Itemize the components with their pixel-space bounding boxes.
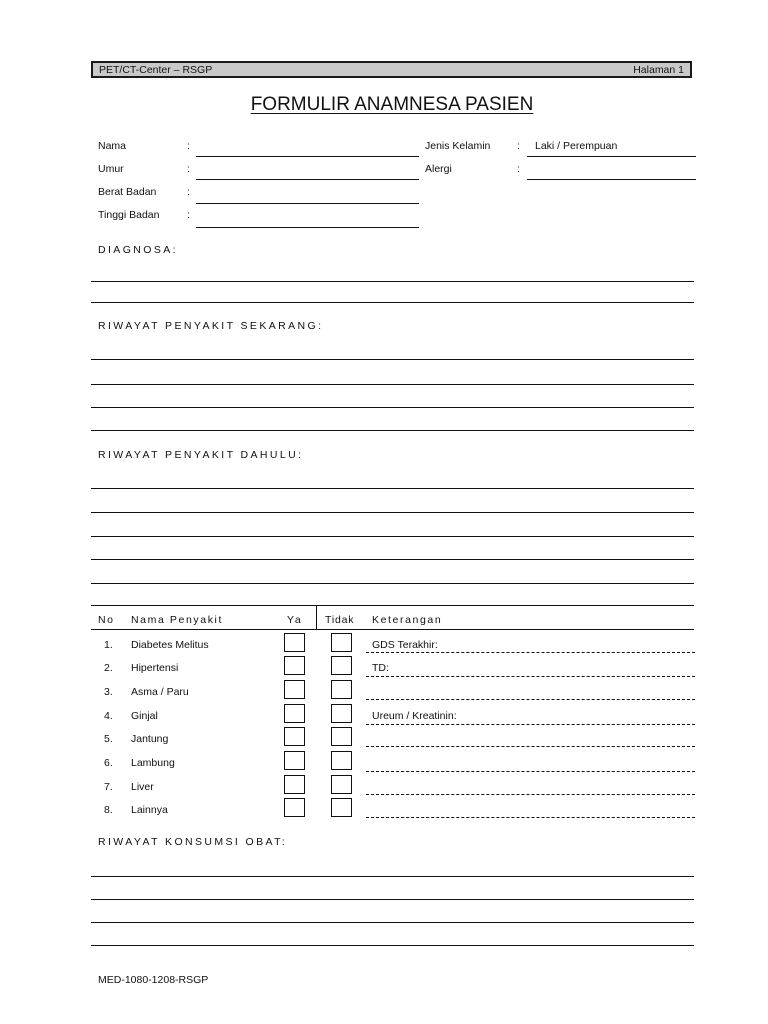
ya-checkbox[interactable]	[284, 633, 305, 652]
jenis-kelamin-colon: :	[517, 140, 520, 152]
disease-name: Jantung	[131, 733, 169, 745]
riwayat-dahulu-line[interactable]	[91, 559, 694, 560]
row-number: 4.	[104, 710, 113, 722]
diagnosa-heading: DIAGNOSA:	[98, 244, 178, 256]
header-page-number: Halaman 1	[633, 63, 684, 76]
column-header-no: No	[98, 614, 115, 626]
table-row	[0, 755, 768, 779]
keterangan-line[interactable]	[366, 746, 695, 747]
disease-name: Diabetes Melitus	[131, 639, 209, 651]
ya-checkbox[interactable]	[284, 727, 305, 746]
keterangan-line[interactable]	[366, 724, 695, 725]
alergi-field[interactable]	[527, 179, 696, 180]
nama-label: Nama	[98, 140, 127, 152]
gds-terakhir-label: GDS Terakhir:	[372, 639, 438, 651]
ya-checkbox[interactable]	[284, 656, 305, 675]
nama-colon: :	[187, 140, 190, 152]
disease-name: Lambung	[131, 757, 175, 769]
row-number: 5.	[104, 733, 113, 745]
tinggi-badan-colon: :	[187, 209, 190, 221]
berat-badan-field[interactable]	[196, 203, 419, 204]
tinggi-badan-field[interactable]	[196, 227, 419, 228]
riwayat-sekarang-line[interactable]	[91, 430, 694, 431]
konsumsi-obat-line[interactable]	[91, 899, 694, 900]
table-row	[0, 660, 768, 684]
column-header-tidak: Tidak	[325, 614, 355, 626]
umur-label: Umur	[98, 163, 124, 175]
column-header-keterangan: Keterangan	[372, 614, 443, 626]
berat-badan-colon: :	[187, 186, 190, 198]
tidak-checkbox[interactable]	[331, 798, 352, 817]
tinggi-badan-label: Tinggi Badan	[98, 209, 160, 221]
alergi-colon: :	[517, 163, 520, 175]
jenis-kelamin-field[interactable]	[527, 156, 696, 157]
row-number: 2.	[104, 662, 113, 674]
header-column-divider	[316, 605, 317, 630]
alergi-label: Alergi	[425, 163, 452, 175]
table-header-rule	[91, 629, 694, 630]
konsumsi-obat-heading: RIWAYAT KONSUMSI OBAT:	[98, 836, 288, 848]
konsumsi-obat-line[interactable]	[91, 922, 694, 923]
umur-field[interactable]	[196, 179, 419, 180]
table-row	[0, 684, 768, 708]
diagnosa-line[interactable]	[91, 302, 694, 303]
konsumsi-obat-line[interactable]	[91, 876, 694, 877]
table-top-rule	[91, 605, 694, 606]
td-label: TD:	[372, 662, 389, 674]
riwayat-sekarang-line[interactable]	[91, 359, 694, 360]
table-row	[0, 731, 768, 755]
riwayat-dahulu-heading: RIWAYAT PENYAKIT DAHULU:	[98, 449, 304, 461]
ya-checkbox[interactable]	[284, 751, 305, 770]
page-header-bar	[91, 61, 692, 78]
jenis-kelamin-options[interactable]: Laki / Perempuan	[535, 140, 618, 152]
disease-name: Asma / Paru	[131, 686, 189, 698]
disease-name: Liver	[131, 781, 154, 793]
tidak-checkbox[interactable]	[331, 775, 352, 794]
row-number: 3.	[104, 686, 113, 698]
berat-badan-label: Berat Badan	[98, 186, 157, 198]
riwayat-sekarang-line[interactable]	[91, 384, 694, 385]
row-number: 8.	[104, 804, 113, 816]
column-header-ya: Ya	[287, 614, 303, 626]
column-header-nama-penyakit: Nama Penyakit	[131, 614, 223, 626]
header-center-name: PET/CT-Center – RSGP	[99, 63, 213, 76]
keterangan-line[interactable]	[366, 676, 695, 677]
row-number: 6.	[104, 757, 113, 769]
keterangan-line[interactable]	[366, 771, 695, 772]
disease-name: Ginjal	[131, 710, 158, 722]
ya-checkbox[interactable]	[284, 775, 305, 794]
riwayat-sekarang-heading: RIWAYAT PENYAKIT SEKARANG:	[98, 320, 324, 332]
diagnosa-line[interactable]	[91, 281, 694, 282]
row-number: 7.	[104, 781, 113, 793]
ya-checkbox[interactable]	[284, 680, 305, 699]
table-row	[0, 637, 768, 661]
disease-name: Hipertensi	[131, 662, 179, 674]
tidak-checkbox[interactable]	[331, 680, 352, 699]
disease-name: Lainnya	[131, 804, 168, 816]
nama-field[interactable]	[196, 156, 419, 157]
tidak-checkbox[interactable]	[331, 704, 352, 723]
riwayat-dahulu-line[interactable]	[91, 536, 694, 537]
riwayat-dahulu-line[interactable]	[91, 512, 694, 513]
riwayat-dahulu-line[interactable]	[91, 488, 694, 489]
row-number: 1.	[104, 639, 113, 651]
ya-checkbox[interactable]	[284, 798, 305, 817]
tidak-checkbox[interactable]	[331, 751, 352, 770]
keterangan-line[interactable]	[366, 652, 695, 653]
form-title: FORMULIR ANAMNESA PASIEN	[250, 94, 534, 115]
keterangan-line[interactable]	[366, 817, 695, 818]
table-row	[0, 779, 768, 803]
keterangan-line[interactable]	[366, 794, 695, 795]
umur-colon: :	[187, 163, 190, 175]
tidak-checkbox[interactable]	[331, 727, 352, 746]
jenis-kelamin-label: Jenis Kelamin	[425, 140, 491, 152]
table-row	[0, 708, 768, 732]
form-code: MED-1080-1208-RSGP	[98, 974, 209, 986]
riwayat-dahulu-line[interactable]	[91, 583, 694, 584]
riwayat-sekarang-line[interactable]	[91, 407, 694, 408]
table-row	[0, 802, 768, 826]
ureum-kreatinin-label: Ureum / Kreatinin:	[372, 710, 457, 722]
konsumsi-obat-line[interactable]	[91, 945, 694, 946]
tidak-checkbox[interactable]	[331, 633, 352, 652]
keterangan-line[interactable]	[366, 699, 695, 700]
tidak-checkbox[interactable]	[331, 656, 352, 675]
ya-checkbox[interactable]	[284, 704, 305, 723]
